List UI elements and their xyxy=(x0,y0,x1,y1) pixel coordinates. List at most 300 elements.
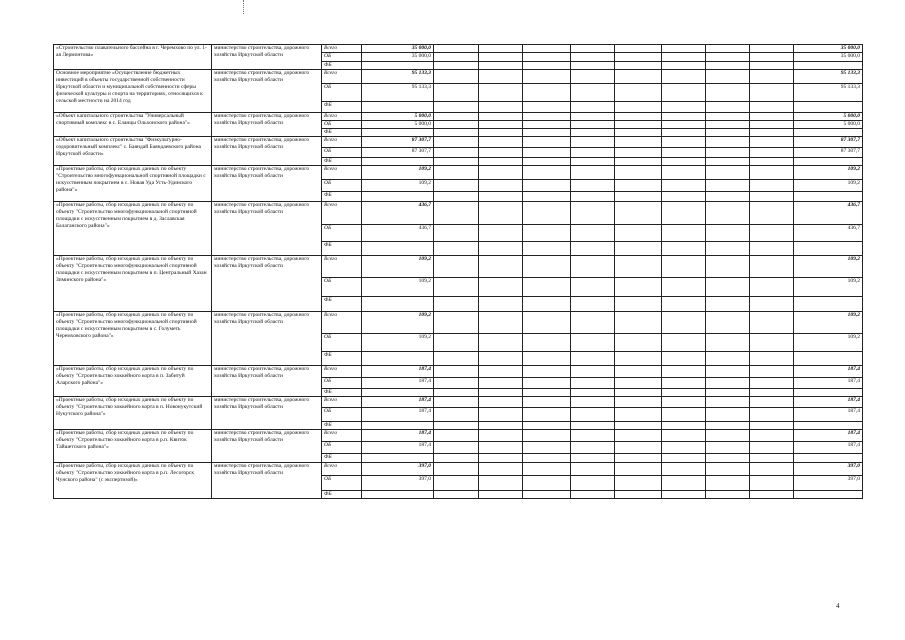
empty-year-cell xyxy=(615,192,662,202)
responsible-org: министерство строительства, дорожного хозяйства Иркутской области xyxy=(212,137,322,166)
empty-year-cell xyxy=(523,84,571,102)
empty-year-cell xyxy=(479,62,523,70)
empty-year-cell xyxy=(479,121,523,129)
empty-year-cell xyxy=(523,278,571,297)
empty-year-cell xyxy=(523,121,571,129)
empty-year-cell xyxy=(750,442,794,454)
empty-year-cell xyxy=(662,397,706,408)
empty-year-cell xyxy=(571,113,615,121)
table-row xyxy=(54,137,863,148)
empty-year-cell xyxy=(571,180,615,192)
empty-year-cell xyxy=(523,158,571,166)
empty-year-cell xyxy=(750,389,794,397)
empty-year-cell xyxy=(662,454,706,463)
empty-year-cell xyxy=(523,397,571,408)
empty-year-cell xyxy=(662,378,706,389)
amount-total-ob: 109,2 xyxy=(362,180,434,192)
empty-year-cell xyxy=(706,166,750,180)
table-row xyxy=(54,70,863,84)
funding-source-fb: ФБ xyxy=(322,352,362,366)
empty-year-cell xyxy=(615,121,662,129)
empty-year-cell xyxy=(750,422,794,430)
empty-year-cell xyxy=(706,129,750,137)
empty-year-cell xyxy=(434,491,479,499)
empty-year-cell xyxy=(434,352,479,366)
empty-year-cell xyxy=(615,278,662,297)
responsible-org: министерство строительства, дорожного хозяйства Иркутской области xyxy=(212,166,322,202)
table-row xyxy=(54,463,863,476)
empty-year-cell xyxy=(706,278,750,297)
funding-source-ob: ОБ xyxy=(322,148,362,158)
empty-year-cell xyxy=(706,297,750,312)
amount-final-fb xyxy=(794,297,863,312)
funding-source-vsego: Всего xyxy=(322,113,362,121)
empty-year-cell xyxy=(706,70,750,84)
empty-year-cell xyxy=(750,454,794,463)
amount-final-fb xyxy=(794,389,863,397)
empty-year-cell xyxy=(571,62,615,70)
empty-year-cell xyxy=(479,397,523,408)
amount-final-fb xyxy=(794,102,863,113)
amount-final-ob: 5 000,0 xyxy=(794,121,863,129)
empty-year-cell xyxy=(434,312,479,334)
item-name: «Проектные работы, сбор исходных данных по объекту по объекту "Строительство хоккейного корта в п. Новонукутский Нукутского района"» xyxy=(54,397,212,430)
empty-year-cell xyxy=(750,53,794,62)
empty-year-cell xyxy=(523,366,571,378)
empty-year-cell xyxy=(750,102,794,113)
empty-year-cell xyxy=(434,225,479,242)
amount-final-ob: 187,4 xyxy=(794,408,863,422)
empty-year-cell xyxy=(434,166,479,180)
empty-year-cell xyxy=(523,389,571,397)
empty-year-cell xyxy=(479,297,523,312)
table-row xyxy=(54,113,863,121)
empty-year-cell xyxy=(662,53,706,62)
amount-final-fb xyxy=(794,192,863,202)
empty-year-cell xyxy=(750,278,794,297)
amount-total-vsego: 35 000,0 xyxy=(362,45,434,53)
empty-year-cell xyxy=(479,334,523,352)
empty-year-cell xyxy=(523,408,571,422)
empty-year-cell xyxy=(523,297,571,312)
empty-year-cell xyxy=(662,121,706,129)
table-row xyxy=(54,256,863,278)
amount-final-vsego: 109,2 xyxy=(794,166,863,180)
empty-year-cell xyxy=(479,278,523,297)
empty-year-cell xyxy=(571,422,615,430)
empty-year-cell xyxy=(434,121,479,129)
empty-year-cell xyxy=(750,366,794,378)
amount-final-vsego: 109,2 xyxy=(794,312,863,334)
empty-year-cell xyxy=(750,158,794,166)
funding-source-fb: ФБ xyxy=(322,297,362,312)
empty-year-cell xyxy=(523,166,571,180)
empty-year-cell xyxy=(523,102,571,113)
empty-year-cell xyxy=(750,463,794,476)
amount-final-vsego: 5 000,0 xyxy=(794,113,863,121)
empty-year-cell xyxy=(523,442,571,454)
empty-year-cell xyxy=(615,202,662,225)
empty-year-cell xyxy=(434,442,479,454)
empty-year-cell xyxy=(615,352,662,366)
empty-year-cell xyxy=(523,70,571,84)
empty-year-cell xyxy=(706,463,750,476)
amount-total-ob: 397,0 xyxy=(362,476,434,491)
empty-year-cell xyxy=(523,422,571,430)
empty-year-cell xyxy=(662,366,706,378)
table-row xyxy=(54,312,863,334)
empty-year-cell xyxy=(615,148,662,158)
amount-final-ob: 95 133,3 xyxy=(794,84,863,102)
amount-final-ob: 109,2 xyxy=(794,278,863,297)
empty-year-cell xyxy=(662,202,706,225)
empty-year-cell xyxy=(523,256,571,278)
amount-total-fb xyxy=(362,422,434,430)
empty-year-cell xyxy=(571,137,615,148)
empty-year-cell xyxy=(479,442,523,454)
funding-source-ob: ОБ xyxy=(322,225,362,242)
empty-year-cell xyxy=(662,70,706,84)
empty-year-cell xyxy=(571,442,615,454)
empty-year-cell xyxy=(615,256,662,278)
empty-year-cell xyxy=(571,408,615,422)
table-row xyxy=(54,430,863,442)
amount-final-fb xyxy=(794,491,863,499)
amount-total-vsego: 187,4 xyxy=(362,430,434,442)
funding-source-fb: ФБ xyxy=(322,62,362,70)
empty-year-cell xyxy=(706,334,750,352)
amount-final-ob: 436,7 xyxy=(794,225,863,242)
empty-year-cell xyxy=(571,70,615,84)
empty-year-cell xyxy=(523,45,571,53)
responsible-org: министерство строительства, дорожного хозяйства Иркутской области xyxy=(212,366,322,397)
funding-source-ob: ОБ xyxy=(322,378,362,389)
empty-year-cell xyxy=(750,192,794,202)
empty-year-cell xyxy=(479,389,523,397)
funding-source-fb: ФБ xyxy=(322,129,362,137)
empty-year-cell xyxy=(750,113,794,121)
empty-year-cell xyxy=(434,202,479,225)
empty-year-cell xyxy=(750,45,794,53)
empty-year-cell xyxy=(662,352,706,366)
empty-year-cell xyxy=(479,102,523,113)
item-name: «Проектные работы, сбор исходных данных по объекту по объекту "Строительство хоккейного корта в р.п. Лесогорск Чунского района" (с экспертизой)» xyxy=(54,463,212,499)
item-name: «Строительство плавательного бассейна в г. Черемхово по ул. 1-ая Лермонтова» xyxy=(54,45,212,70)
amount-total-vsego: 397,0 xyxy=(362,463,434,476)
empty-year-cell xyxy=(662,113,706,121)
amount-total-vsego: 95 133,3 xyxy=(362,70,434,84)
empty-year-cell xyxy=(615,225,662,242)
amount-total-ob: 187,4 xyxy=(362,378,434,389)
empty-year-cell xyxy=(571,491,615,499)
amount-final-ob: 109,2 xyxy=(794,334,863,352)
amount-final-ob: 109,2 xyxy=(794,180,863,192)
empty-year-cell xyxy=(706,366,750,378)
empty-year-cell xyxy=(662,180,706,192)
empty-year-cell xyxy=(750,137,794,148)
empty-year-cell xyxy=(706,113,750,121)
empty-year-cell xyxy=(662,256,706,278)
item-name: «Объект капитального строительства "Универсальный спортивный комплекс в с. Еланцы Ольхонского района"» xyxy=(54,113,212,137)
amount-final-ob: 35 000,0 xyxy=(794,53,863,62)
empty-year-cell xyxy=(571,102,615,113)
empty-year-cell xyxy=(662,408,706,422)
empty-year-cell xyxy=(479,312,523,334)
empty-year-cell xyxy=(479,225,523,242)
empty-year-cell xyxy=(662,166,706,180)
empty-year-cell xyxy=(479,84,523,102)
amount-final-vsego: 187,4 xyxy=(794,397,863,408)
funding-source-vsego: Всего xyxy=(322,312,362,334)
empty-year-cell xyxy=(523,148,571,158)
empty-year-cell xyxy=(750,84,794,102)
empty-year-cell xyxy=(706,180,750,192)
responsible-org: министерство строительства, дорожного хозяйства Иркутской области xyxy=(212,312,322,366)
empty-year-cell xyxy=(479,408,523,422)
empty-year-cell xyxy=(571,397,615,408)
empty-year-cell xyxy=(434,256,479,278)
empty-year-cell xyxy=(434,70,479,84)
amount-final-fb xyxy=(794,158,863,166)
funding-source-vsego: Всего xyxy=(322,45,362,53)
empty-year-cell xyxy=(615,180,662,192)
empty-year-cell xyxy=(523,62,571,70)
empty-year-cell xyxy=(571,84,615,102)
empty-year-cell xyxy=(571,366,615,378)
empty-year-cell xyxy=(615,476,662,491)
empty-year-cell xyxy=(662,148,706,158)
empty-year-cell xyxy=(750,148,794,158)
empty-year-cell xyxy=(434,430,479,442)
empty-year-cell xyxy=(571,312,615,334)
funding-source-fb: ФБ xyxy=(322,422,362,430)
amount-total-fb xyxy=(362,102,434,113)
empty-year-cell xyxy=(706,389,750,397)
empty-year-cell xyxy=(571,256,615,278)
responsible-org: министерство строительства, дорожного хозяйства Иркутской области xyxy=(212,113,322,137)
empty-year-cell xyxy=(434,129,479,137)
amount-final-fb xyxy=(794,454,863,463)
empty-year-cell xyxy=(571,192,615,202)
funding-source-fb: ФБ xyxy=(322,192,362,202)
empty-year-cell xyxy=(706,84,750,102)
funding-source-fb: ФБ xyxy=(322,454,362,463)
amount-total-fb xyxy=(362,389,434,397)
empty-year-cell xyxy=(479,129,523,137)
amount-total-fb xyxy=(362,454,434,463)
empty-year-cell xyxy=(750,352,794,366)
empty-year-cell xyxy=(479,454,523,463)
empty-year-cell xyxy=(706,312,750,334)
amount-total-vsego: 109,2 xyxy=(362,312,434,334)
empty-year-cell xyxy=(706,491,750,499)
amount-total-ob: 87 307,7 xyxy=(362,148,434,158)
empty-year-cell xyxy=(706,422,750,430)
responsible-org: министерство строительства, дорожного хозяйства Иркутской области xyxy=(212,70,322,113)
funding-source-fb: ФБ xyxy=(322,389,362,397)
empty-year-cell xyxy=(571,158,615,166)
empty-year-cell xyxy=(523,491,571,499)
empty-year-cell xyxy=(750,397,794,408)
empty-year-cell xyxy=(479,45,523,53)
amount-total-ob: 109,2 xyxy=(362,278,434,297)
table-row xyxy=(54,45,863,53)
empty-year-cell xyxy=(750,378,794,389)
empty-year-cell xyxy=(706,53,750,62)
empty-year-cell xyxy=(479,148,523,158)
amount-total-vsego: 436,7 xyxy=(362,202,434,225)
empty-year-cell xyxy=(479,422,523,430)
empty-year-cell xyxy=(523,476,571,491)
funding-source-vsego: Всего xyxy=(322,430,362,442)
amount-total-ob: 109,2 xyxy=(362,334,434,352)
empty-year-cell xyxy=(662,192,706,202)
empty-year-cell xyxy=(706,148,750,158)
empty-year-cell xyxy=(434,148,479,158)
empty-year-cell xyxy=(479,180,523,192)
empty-year-cell xyxy=(615,102,662,113)
empty-year-cell xyxy=(706,430,750,442)
empty-year-cell xyxy=(706,476,750,491)
amount-final-ob: 87 307,7 xyxy=(794,148,863,158)
empty-year-cell xyxy=(479,166,523,180)
empty-year-cell xyxy=(571,430,615,442)
empty-year-cell xyxy=(523,378,571,389)
amount-total-fb xyxy=(362,242,434,256)
empty-year-cell xyxy=(615,378,662,389)
empty-year-cell xyxy=(571,334,615,352)
empty-year-cell xyxy=(479,113,523,121)
empty-year-cell xyxy=(750,121,794,129)
empty-year-cell xyxy=(662,225,706,242)
empty-year-cell xyxy=(662,312,706,334)
funding-source-vsego: Всего xyxy=(322,397,362,408)
empty-year-cell xyxy=(523,463,571,476)
empty-year-cell xyxy=(434,397,479,408)
amount-final-vsego: 35 000,0 xyxy=(794,45,863,53)
empty-year-cell xyxy=(615,334,662,352)
empty-year-cell xyxy=(434,389,479,397)
empty-year-cell xyxy=(571,202,615,225)
empty-year-cell xyxy=(706,352,750,366)
table-row xyxy=(54,166,863,180)
item-name: «Проектные работы, сбор исходных данных по объекту по объекту "Строительство многофункциональной спортивной площадки с искусственным покрытием в д. Заславская Балаганского района"» xyxy=(54,202,212,256)
funding-source-fb: ФБ xyxy=(322,491,362,499)
amount-total-vsego: 187,4 xyxy=(362,397,434,408)
amount-final-fb xyxy=(794,242,863,256)
amount-total-fb xyxy=(362,352,434,366)
empty-year-cell xyxy=(706,137,750,148)
amount-final-ob: 187,4 xyxy=(794,378,863,389)
empty-year-cell xyxy=(434,297,479,312)
responsible-org: министерство строительства, дорожного хозяйства Иркутской области xyxy=(212,202,322,256)
empty-year-cell xyxy=(479,242,523,256)
empty-year-cell xyxy=(750,297,794,312)
empty-year-cell xyxy=(615,422,662,430)
responsible-org: министерство строительства, дорожного хозяйства Иркутской области xyxy=(212,256,322,312)
empty-year-cell xyxy=(571,378,615,389)
empty-year-cell xyxy=(706,242,750,256)
empty-year-cell xyxy=(615,158,662,166)
responsible-org: министерство строительства, дорожного хозяйства Иркутской области xyxy=(212,463,322,499)
empty-year-cell xyxy=(662,242,706,256)
empty-year-cell xyxy=(662,389,706,397)
empty-year-cell xyxy=(434,408,479,422)
empty-year-cell xyxy=(479,352,523,366)
empty-year-cell xyxy=(750,180,794,192)
funding-source-ob: ОБ xyxy=(322,442,362,454)
item-name: «Проектные работы, сбор исходных данных по объекту по объекту "Строительство хоккейного корта в п. Забитуй Аларского района"» xyxy=(54,366,212,397)
empty-year-cell xyxy=(615,62,662,70)
table-body xyxy=(54,45,863,499)
empty-year-cell xyxy=(662,278,706,297)
empty-year-cell xyxy=(523,225,571,242)
empty-year-cell xyxy=(662,84,706,102)
empty-year-cell xyxy=(662,442,706,454)
table-row xyxy=(54,202,863,225)
empty-year-cell xyxy=(706,158,750,166)
empty-year-cell xyxy=(479,53,523,62)
empty-year-cell xyxy=(434,366,479,378)
empty-year-cell xyxy=(479,430,523,442)
empty-year-cell xyxy=(479,202,523,225)
amount-total-vsego: 187,4 xyxy=(362,366,434,378)
empty-year-cell xyxy=(434,137,479,148)
empty-year-cell xyxy=(571,225,615,242)
funding-source-fb: ФБ xyxy=(322,102,362,113)
table-row xyxy=(54,397,863,408)
table-row xyxy=(54,366,863,378)
funding-source-vsego: Всего xyxy=(322,166,362,180)
funding-source-vsego: Всего xyxy=(322,366,362,378)
funding-source-ob: ОБ xyxy=(322,121,362,129)
empty-year-cell xyxy=(750,408,794,422)
empty-year-cell xyxy=(706,454,750,463)
empty-year-cell xyxy=(523,352,571,366)
empty-year-cell xyxy=(615,137,662,148)
empty-year-cell xyxy=(571,242,615,256)
empty-year-cell xyxy=(662,463,706,476)
item-name: «Проектные работы, сбор исходных данных по объекту по объекту "Строительство хоккейного корта в р.п. Квиток Тайшетского района"» xyxy=(54,430,212,463)
funding-source-vsego: Всего xyxy=(322,202,362,225)
empty-year-cell xyxy=(434,378,479,389)
empty-year-cell xyxy=(615,70,662,84)
empty-year-cell xyxy=(750,430,794,442)
empty-year-cell xyxy=(662,158,706,166)
empty-year-cell xyxy=(479,491,523,499)
empty-year-cell xyxy=(706,202,750,225)
empty-year-cell xyxy=(571,148,615,158)
empty-year-cell xyxy=(615,129,662,137)
empty-year-cell xyxy=(434,278,479,297)
empty-year-cell xyxy=(615,408,662,422)
empty-year-cell xyxy=(615,53,662,62)
empty-year-cell xyxy=(571,297,615,312)
amount-final-fb xyxy=(794,62,863,70)
empty-year-cell xyxy=(523,430,571,442)
empty-year-cell xyxy=(662,297,706,312)
empty-year-cell xyxy=(706,397,750,408)
funding-source-ob: ОБ xyxy=(322,84,362,102)
amount-final-vsego: 436,7 xyxy=(794,202,863,225)
empty-year-cell xyxy=(523,129,571,137)
empty-year-cell xyxy=(750,256,794,278)
amount-final-vsego: 187,4 xyxy=(794,366,863,378)
empty-year-cell xyxy=(479,158,523,166)
empty-year-cell xyxy=(523,454,571,463)
item-name: «Проектные работы, сбор исходных данных по объекту по объекту "Строительство многофункциональной спортивной площадки с искусственным покрытием в п. Центральный Хазан Зиминского района"» xyxy=(54,256,212,312)
empty-year-cell xyxy=(615,113,662,121)
